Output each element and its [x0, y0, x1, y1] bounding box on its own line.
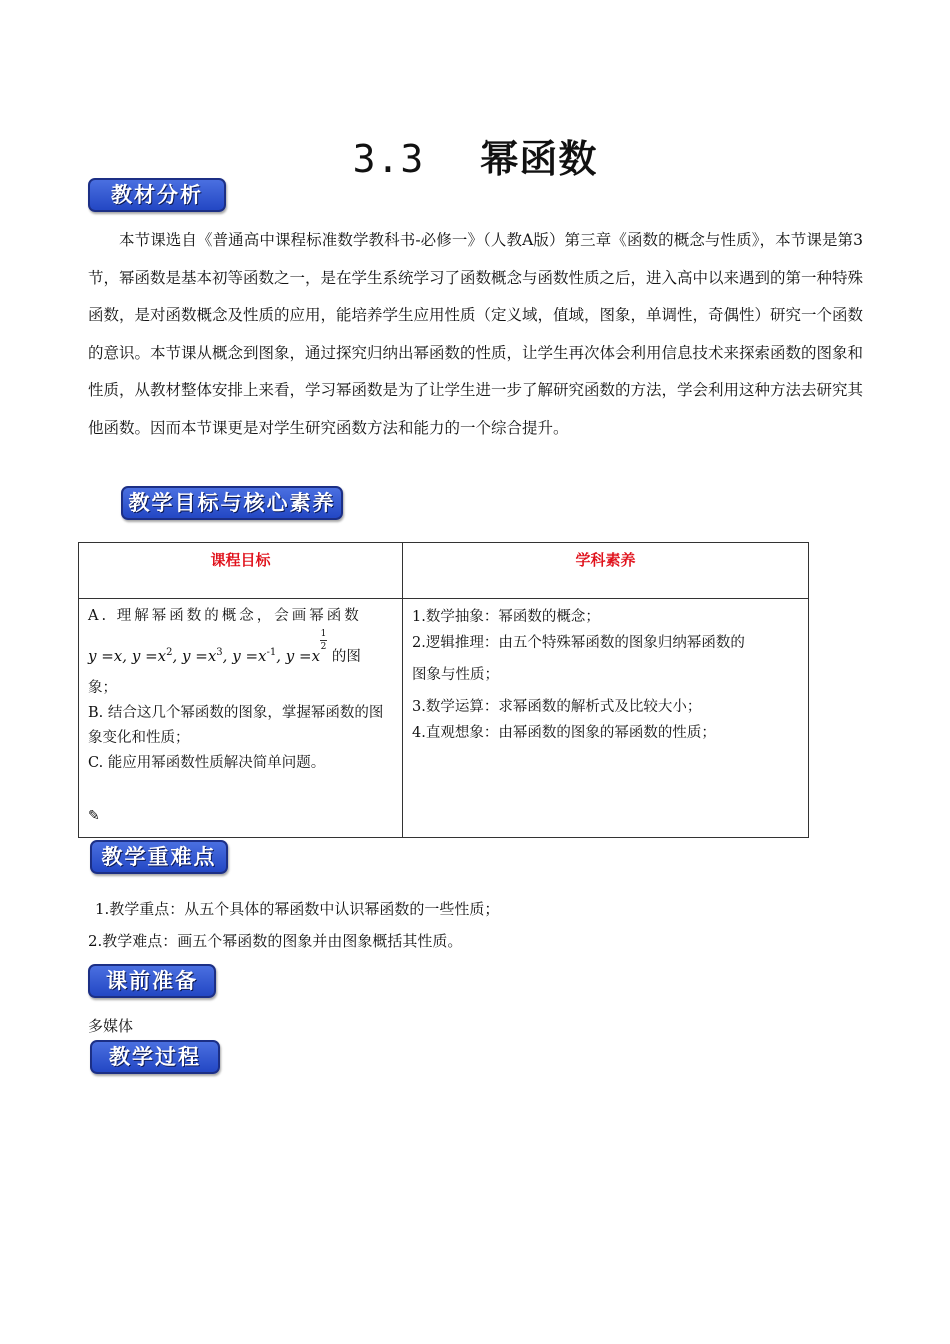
- badge-difficulty: 教学重难点: [90, 840, 228, 874]
- preparation-text: 多媒体: [88, 1017, 134, 1035]
- literacy-3: 3.数学运算：求幂函数的解析式及比较大小；: [412, 699, 702, 715]
- teaching-key-point: 1.教学重点：从五个具体的幂函数中认识幂函数的一些性质；: [95, 900, 500, 918]
- goals-table: [78, 542, 809, 838]
- power-formula: y =x, $y =x^2$, $y =x^3$, $y =x^{-1}$, y =x $\frac{1}{2}$ 的图: [88, 629, 361, 665]
- goal-c: C. 能应用幂函数性质解决简单问题。: [88, 755, 326, 771]
- literacy-2a: 2.逻辑推理：由五个特殊幂函数的图象归纳幂函数的: [412, 635, 745, 651]
- literacy-2b: 图象与性质；: [412, 667, 499, 683]
- subject-literacy-cell: [403, 599, 809, 838]
- literacy-4: 4.直观想象：由幂函数的图象的幂函数的性质；: [412, 725, 716, 741]
- analysis-paragraph: 本节课选自《普通高中课程标准数学教科书-必修一》（人教A版）第三章《函数的概念与性质》，本节课是第3节，幂函数是基本初等函数之一，是在学生系统学习了函数概念与函数性质之后，进入高中以来遇到的第一种特殊函数，是对函数概念及性质的应用，能培养学生应用性质（定义域，值域，图象，单调性，奇偶性）研究一个函数的意识。本节课从概念到图象，通过探究归纳出幂函数的性质，让学生再次体会利用信息技术来探索函数的图象和性质，从教材整体安排上来看，学习幂函数是为了让学生进一步了解研究函数的方法，学会利用这种方法去研究其他函数。因而本节课更是对学生研究函数方法和能力的一个综合提升。: [88, 231, 864, 437]
- goal-a-suffix: 的图: [331, 649, 361, 665]
- badge-analysis: 教材分析: [88, 178, 226, 212]
- header-subject-literacy: 学科素养: [403, 543, 809, 599]
- section-number: 3.3: [352, 137, 425, 181]
- section-title: 幂函数: [480, 136, 598, 181]
- exponent-fraction: $\frac{1}{2}$: [320, 629, 327, 652]
- badge-preparation: 课前准备: [88, 964, 216, 998]
- course-goals-cell: [79, 599, 403, 838]
- teaching-difficulty: 2.教学难点：画五个幂函数的图象并由图象概括其性质。: [88, 932, 463, 950]
- badge-goals: 教学目标与核心素养: [121, 486, 343, 520]
- goal-a-end: 象；: [88, 680, 117, 696]
- literacy-1: 1.数学抽象：幂函数的概念；: [412, 609, 600, 625]
- pen-mark-icon: ✎: [88, 808, 100, 824]
- badge-process: 教学过程: [90, 1040, 220, 1074]
- goal-a-intro: A. 理解幂函数的概念，会画幂函数: [88, 608, 362, 624]
- page-title: [0, 128, 950, 183]
- header-course-goals: 课程目标: [79, 543, 403, 599]
- goal-b: B. 结合这几个幂函数的图象，掌握幂函数的图象变化和性质；: [88, 705, 384, 746]
